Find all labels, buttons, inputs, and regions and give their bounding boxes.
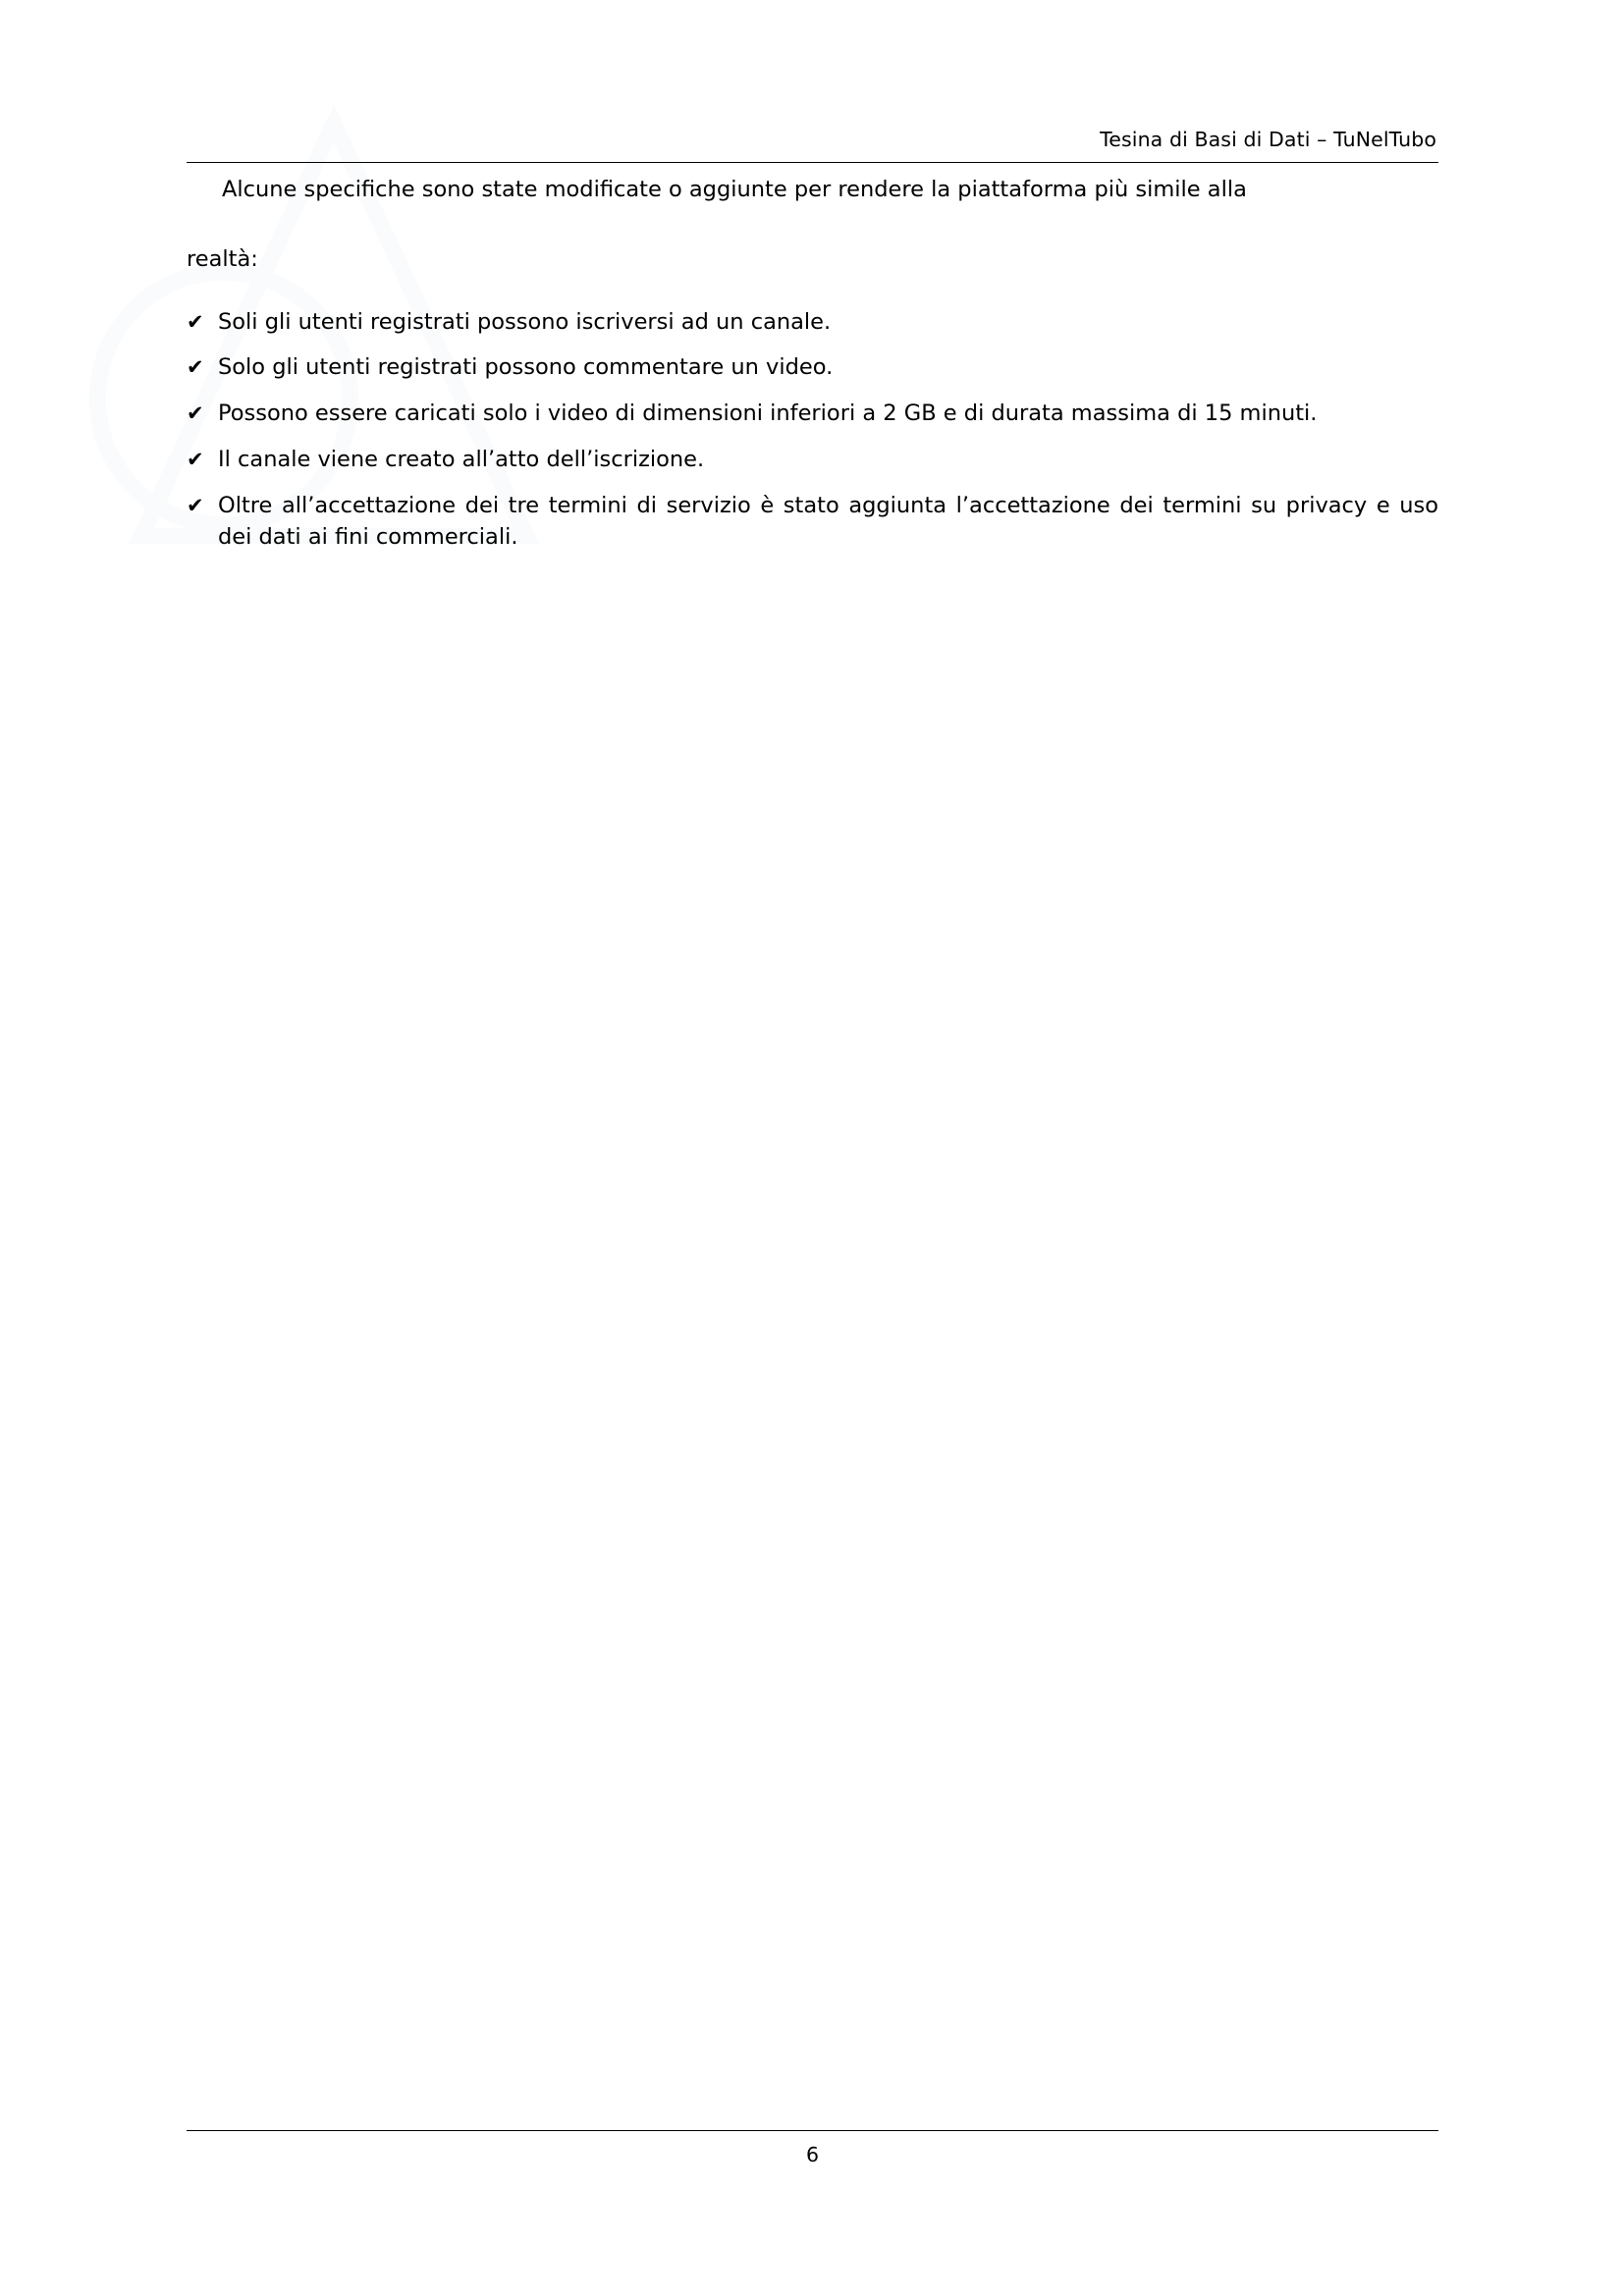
list-item-label: Oltre all’accettazione dei tre termini di servizio è stato aggiunta l’accettazione dei termini su privacy e uso dei dati ai fini commerciali. <box>218 493 1438 551</box>
check-icon: ✔ <box>187 448 204 472</box>
specifications-list <box>187 307 1438 555</box>
intro-paragraph-text: Alcune specifiche sono state modificate o aggiunte per rendere la piattaforma più simile alla <box>222 177 1247 202</box>
header-title: Tesina di Basi di Dati – TuNelTubo <box>1100 128 1436 151</box>
header-divider <box>187 162 1438 163</box>
page-number: 6 <box>805 2143 820 2166</box>
check-icon: ✔ <box>187 355 204 380</box>
list-item-label: Il canale viene creato all’atto dell’iscrizione. <box>218 447 705 473</box>
list-item <box>187 445 1438 476</box>
list-item-label: Solo gli utenti registrati possono commentare un video. <box>218 354 834 381</box>
body-block <box>187 179 1438 568</box>
check-icon: ✔ <box>187 401 204 426</box>
list-item <box>187 307 1438 339</box>
page-header <box>187 128 1438 163</box>
check-icon: ✔ <box>187 494 204 518</box>
list-item-label: Possono essere caricati solo i video di dimensioni inferiori a 2 GB e di durata massima di 15 minuti. <box>218 400 1318 427</box>
intro-paragraph <box>187 179 1438 201</box>
list-item <box>187 399 1438 430</box>
list-item-label: Soli gli utenti registrati possono iscriversi ad un canale. <box>218 308 832 335</box>
page-footer <box>187 2130 1438 2166</box>
list-item <box>187 491 1438 554</box>
intro-paragraph-continuation: realtà: <box>187 245 258 272</box>
check-icon: ✔ <box>187 309 204 334</box>
page-content <box>187 0 1438 2296</box>
list-item <box>187 352 1438 384</box>
